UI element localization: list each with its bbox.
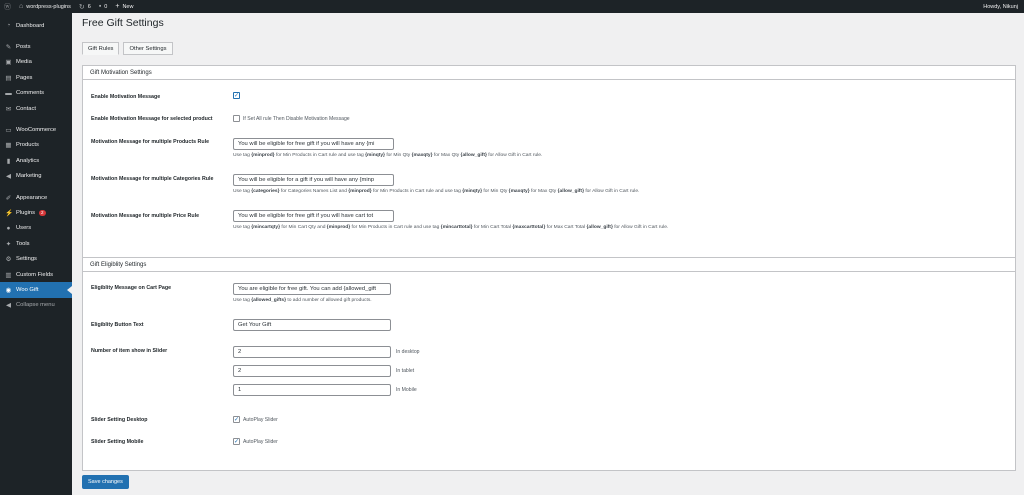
slider-tablet-count-field bbox=[233, 365, 414, 377]
enable-selected-checkbox[interactable] bbox=[233, 115, 240, 122]
desc-text: for Max Qty bbox=[529, 189, 558, 194]
desktop-suffix: In desktop bbox=[396, 349, 420, 355]
desc-tag: {minprod} bbox=[251, 153, 275, 158]
desc-text: for Min Cart Qty and bbox=[280, 225, 327, 230]
menu-posts[interactable] bbox=[0, 39, 72, 54]
desc-text: for Min Qty bbox=[384, 153, 412, 158]
menu-label: Analytics bbox=[16, 157, 40, 164]
brush-icon: ✐ bbox=[5, 194, 12, 202]
desc-tag: {maxqty} bbox=[411, 153, 433, 158]
products-rule-description bbox=[233, 153, 542, 158]
admin-bar bbox=[0, 0, 1024, 13]
site-name-link[interactable] bbox=[15, 0, 75, 13]
desc-text: for Min Products in Cart rule and use tag bbox=[350, 225, 441, 230]
desc-text: for Min Cart Total bbox=[472, 225, 513, 230]
menu-label: Custom Fields bbox=[16, 271, 54, 278]
menu-label: Posts bbox=[16, 44, 31, 51]
desc-text: for Allow Gift in Cart rule. bbox=[486, 153, 543, 158]
motivation-settings-panel bbox=[82, 65, 1016, 258]
autoplay-desktop-text: AutoPlay Slider bbox=[243, 416, 278, 423]
desc-text: for Max Qty bbox=[432, 153, 461, 158]
desc-text: for Min Products in Cart rule and use tag bbox=[371, 189, 463, 194]
products-rule-label: Motivation Message for multiple Products Rule bbox=[91, 139, 210, 145]
slider-desktop-count-field bbox=[233, 346, 420, 358]
desc-tag: {mincartqty} bbox=[251, 225, 281, 230]
desktop-count-input[interactable]: 2 bbox=[233, 346, 391, 358]
menu-appearance[interactable] bbox=[0, 190, 72, 205]
menu-analytics[interactable] bbox=[0, 153, 72, 168]
new-content-link[interactable] bbox=[111, 0, 137, 13]
users-icon: ● bbox=[6, 224, 11, 232]
price-rule-field bbox=[233, 210, 668, 230]
menu-custom-fields[interactable] bbox=[0, 267, 72, 282]
desc-tag: {minprod} bbox=[326, 225, 351, 230]
site-name: wordpress-plugins bbox=[26, 3, 71, 10]
slider-mobile-label: Slider Setting Mobile bbox=[91, 439, 144, 445]
menu-marketing[interactable] bbox=[0, 169, 72, 184]
enable-selected-label: Enable Motivation Message for selected product bbox=[91, 116, 213, 122]
autoplay-mobile-text: AutoPlay Slider bbox=[243, 438, 278, 445]
save-changes-button[interactable]: Save changes bbox=[82, 475, 129, 489]
menu-dashboard[interactable] bbox=[0, 18, 72, 33]
button-text-field bbox=[233, 319, 391, 331]
comments-icon: ▬ bbox=[5, 89, 12, 97]
desc-text: Use tag bbox=[233, 153, 252, 158]
panel-heading: Gift Eligiblity Settings bbox=[83, 258, 1015, 272]
comments-link[interactable] bbox=[95, 0, 112, 13]
button-text-label: Eligiblity Button Text bbox=[91, 322, 144, 328]
wrench-icon: ✦ bbox=[5, 240, 12, 248]
menu-contact[interactable] bbox=[0, 101, 72, 116]
enable-motivation-label: Enable Motivation Message bbox=[91, 94, 161, 100]
collapse-icon: ◀ bbox=[6, 302, 11, 310]
pages-icon: ▤ bbox=[5, 74, 12, 82]
categories-rule-label: Motivation Message for multiple Categories Rule bbox=[91, 176, 214, 182]
desc-tag: {minqty} bbox=[462, 189, 483, 194]
comments-count: 0 bbox=[104, 3, 108, 10]
mobile-suffix: In Mobile bbox=[396, 387, 417, 393]
price-rule-input[interactable]: You will be eligible for free gift if you will have cart tot bbox=[233, 210, 394, 222]
mobile-count-input[interactable]: 1 bbox=[233, 384, 391, 396]
tab-other-settings[interactable]: Other Settings bbox=[123, 42, 172, 55]
wordpress-icon: ⓦ bbox=[4, 3, 11, 11]
eligibility-settings-panel bbox=[82, 257, 1016, 471]
cart-message-input[interactable]: You are eligible for free gift. You can add {allowed_gift bbox=[233, 283, 391, 295]
tab-gift-rules[interactable]: Gift Rules bbox=[82, 42, 119, 55]
table-icon: ▥ bbox=[5, 271, 12, 279]
updates-link[interactable] bbox=[75, 0, 95, 13]
dashboard-icon: ◔ bbox=[6, 22, 11, 30]
slider-desktop-label: Slider Setting Desktop bbox=[91, 417, 148, 423]
menu-users[interactable] bbox=[0, 221, 72, 236]
updates-icon: ↻ bbox=[78, 3, 85, 11]
slider-desktop-field bbox=[233, 416, 278, 423]
desc-tag: {allow_gift} bbox=[460, 153, 487, 158]
menu-label: Plugins bbox=[16, 209, 36, 216]
desc-tag: {minprod} bbox=[348, 189, 372, 194]
desc-tag: {allowed_gifts} bbox=[251, 298, 287, 303]
desc-text: for Min Products in Cart rule and use tag bbox=[274, 153, 366, 158]
megaphone-icon: ◀ bbox=[6, 173, 11, 181]
menu-label: Woo Gift bbox=[16, 286, 39, 293]
desc-tag: {allow_gift} bbox=[586, 225, 613, 230]
slider-mobile-count-field bbox=[233, 384, 417, 396]
menu-woo-gift[interactable] bbox=[0, 282, 72, 297]
tablet-count-input[interactable]: 2 bbox=[233, 365, 391, 377]
products-rule-field bbox=[233, 138, 542, 158]
categories-rule-input[interactable]: You will be eligible for a gift if you will have any {minp bbox=[233, 174, 394, 186]
desc-text: for Min Qty bbox=[482, 189, 509, 194]
desc-text: for Allow Gift in Cart rule. bbox=[612, 225, 669, 230]
new-label: New bbox=[122, 3, 134, 10]
menu-label: Products bbox=[16, 142, 39, 149]
desc-text: for Max Cart Total bbox=[545, 225, 587, 230]
settings-icon: ⚙ bbox=[5, 256, 12, 264]
desc-text: for Allow Gift in Cart rule. bbox=[583, 189, 640, 194]
menu-label: Users bbox=[16, 225, 32, 232]
desc-text: to add number of allowed gift products. bbox=[286, 298, 372, 303]
media-icon: ▣ bbox=[5, 59, 12, 67]
autoplay-desktop-checkbox[interactable]: ✓ bbox=[233, 417, 240, 423]
home-icon: ⌂ bbox=[19, 3, 24, 10]
comment-icon: ▪ bbox=[98, 3, 102, 10]
mail-icon: ✉ bbox=[5, 105, 12, 113]
price-rule-description bbox=[233, 225, 668, 230]
account-menu[interactable] bbox=[979, 0, 1024, 13]
button-text-input[interactable]: Get Your Gift bbox=[233, 319, 391, 331]
desc-text: Use tag bbox=[233, 298, 252, 303]
slider-mobile-field bbox=[233, 438, 278, 445]
settings-tabs bbox=[82, 42, 173, 55]
menu-tools[interactable] bbox=[0, 236, 72, 251]
howdy-text: Howdy, Nikunj bbox=[983, 3, 1018, 10]
page-title: Free Gift Settings bbox=[82, 17, 164, 29]
menu-label: Media bbox=[16, 59, 32, 66]
desc-tag: {minqty} bbox=[365, 153, 385, 158]
pin-icon: ✎ bbox=[5, 44, 12, 52]
plus-icon: + bbox=[115, 3, 120, 10]
menu-label: Tools bbox=[16, 240, 30, 247]
autoplay-mobile-checkbox[interactable]: ✓ bbox=[233, 439, 240, 445]
desc-tag: {mincarttotal} bbox=[440, 225, 473, 230]
menu-label: Dashboard bbox=[16, 22, 45, 29]
products-icon: ▦ bbox=[5, 142, 12, 150]
woo-icon: ▭ bbox=[5, 127, 12, 135]
gift-icon: ◉ bbox=[5, 286, 12, 294]
desc-tag: {categories} bbox=[251, 189, 280, 194]
cart-message-description bbox=[233, 298, 391, 303]
products-rule-input[interactable]: You will be eligible for free gift if you will have any {mi bbox=[233, 138, 394, 150]
desc-tag: {maxqty} bbox=[508, 189, 530, 194]
menu-products[interactable] bbox=[0, 138, 72, 153]
updates-count: 6 bbox=[87, 3, 91, 10]
menu-label: Settings bbox=[16, 256, 37, 263]
menu-label: Marketing bbox=[16, 173, 42, 180]
menu-label: Appearance bbox=[16, 194, 48, 201]
menu-label: Comments bbox=[16, 90, 45, 97]
desc-text: Use tag bbox=[233, 189, 252, 194]
cart-message-field bbox=[233, 283, 391, 303]
desc-text: Use tag bbox=[233, 225, 252, 230]
desc-tag: {maxcarttotal} bbox=[512, 225, 546, 230]
tablet-suffix: In tablet bbox=[396, 368, 415, 374]
enable-selected-field bbox=[233, 115, 350, 122]
desc-text: for Categories Names List and bbox=[279, 189, 349, 194]
plugin-icon: ⚡ bbox=[5, 209, 14, 217]
categories-rule-description bbox=[233, 189, 639, 194]
menu-woocommerce[interactable] bbox=[0, 122, 72, 137]
menu-plugins[interactable] bbox=[0, 205, 72, 220]
enable-selected-text: If Set All rule Then Disable Motivation Message bbox=[243, 115, 350, 122]
menu-label: WooCommerce bbox=[16, 127, 57, 134]
enable-motivation-checkbox[interactable]: ✓ bbox=[233, 93, 240, 99]
menu-comments[interactable] bbox=[0, 86, 72, 101]
menu-settings[interactable] bbox=[0, 251, 72, 266]
categories-rule-field bbox=[233, 174, 639, 194]
plugins-update-badge: 2 bbox=[41, 209, 44, 215]
admin-sidebar bbox=[0, 13, 72, 495]
collapse-menu-button[interactable] bbox=[0, 298, 72, 313]
menu-label: Collapse menu bbox=[16, 302, 55, 309]
price-rule-label: Motivation Message for multiple Price Rule bbox=[91, 213, 200, 219]
analytics-icon: ▮ bbox=[6, 157, 11, 165]
menu-label: Contact bbox=[16, 105, 36, 112]
cart-message-label: Eligiblity Message on Cart Page bbox=[91, 285, 172, 291]
slider-count-label: Number of item show in Slider bbox=[91, 348, 168, 354]
menu-pages[interactable] bbox=[0, 70, 72, 85]
enable-motivation-field bbox=[233, 92, 240, 99]
wp-logo-button[interactable] bbox=[0, 0, 15, 13]
desc-tag: {allow_gift} bbox=[557, 189, 584, 194]
menu-label: Pages bbox=[16, 74, 33, 81]
menu-media[interactable] bbox=[0, 55, 72, 70]
panel-heading: Gift Motivation Settings bbox=[83, 66, 1015, 80]
